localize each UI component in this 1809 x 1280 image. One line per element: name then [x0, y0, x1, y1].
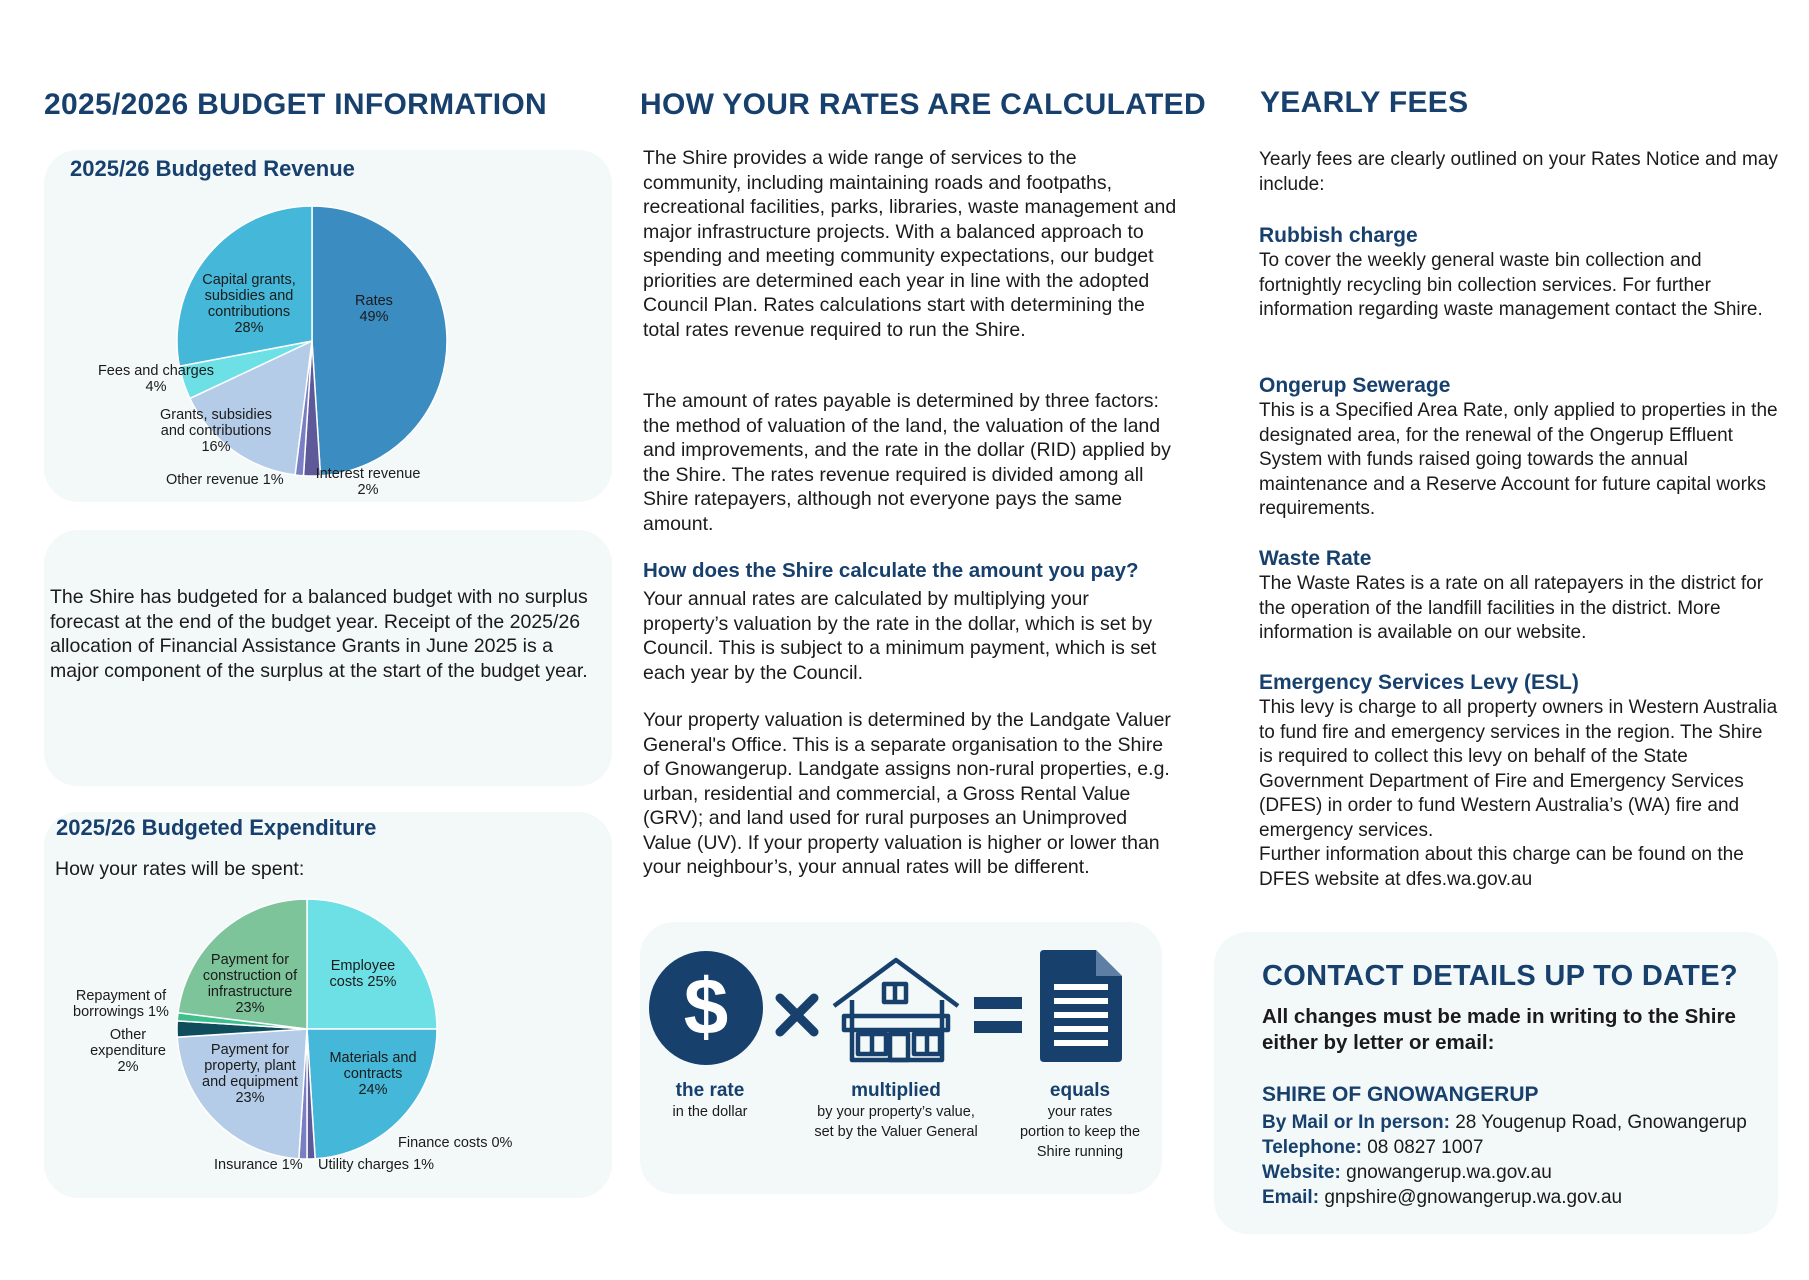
web-value[interactable]: gnowangerup.wa.gov.au: [1346, 1162, 1552, 1183]
contact-notice: All changes must be made in writing to the Shire either by letter or email:: [1262, 1005, 1736, 1054]
email-value[interactable]: gnpshire@gnowangerup.wa.gov.au: [1324, 1187, 1623, 1208]
rates-para-3: Your annual rates are calculated by multiplying your property’s valuation by the rate in the dollar, which is set by Council. This is subject to a minimum payment, which is set each year by the Council.: [643, 588, 1157, 684]
fee-esl-title: Emergency Services Levy (ESL): [1259, 671, 1579, 694]
multiplied-caption: multiplied by your property’s value, set by the Valuer General: [814, 1080, 978, 1140]
rates-para-1: The Shire provides a wide range of services to the community, including maintaining roads and footpaths, recreational facilities, parks, libraries, waste management and major infrastructure projects. With a balanced approach to spending and meeting community expectations, our budget priorities are determined each year in line with the adopted Council Plan. Rates calculations start with determining the total rates revenue required to run the Shire.: [643, 147, 1177, 341]
expenditure-intro: How your rates will be spent:: [55, 858, 305, 880]
fees-heading: YEARLY FEES: [1260, 86, 1469, 119]
expenditure-pie-chart: [176, 898, 438, 1160]
document-icon: [1040, 950, 1122, 1062]
rate-caption: the rate in the dollar: [672, 1080, 748, 1120]
contact-email: [1262, 1185, 1622, 1210]
budget-heading: 2025/2026 BUDGET INFORMATION: [44, 88, 547, 121]
fee-waste-title: Waste Rate: [1259, 547, 1372, 570]
exp-label-property: Payment for property, plant and equipment 23%: [202, 1042, 298, 1106]
fee-rubbish-title: Rubbish charge: [1259, 224, 1418, 247]
mail-label: By Mail or In person:: [1262, 1112, 1450, 1133]
rev-label-capital: Capital grants, subsidies and contributions 28%: [202, 272, 296, 336]
contact-mail: [1262, 1110, 1747, 1135]
revenue-title: 2025/26 Budgeted Revenue: [70, 156, 355, 181]
dollar-glyph: $: [683, 962, 729, 1051]
rev-label-other: Other revenue 1%: [166, 472, 284, 488]
house-icon: [830, 954, 962, 1064]
fee-rubbish-body: To cover the weekly general waste bin collection and fortnightly recycling bin collection services. For further information regarding waste management contact the Shire.: [1259, 250, 1763, 320]
exp-label-materials: Materials and contracts 24%: [329, 1050, 417, 1098]
rates-para-4: Your property valuation is determined by the Landgate Valuer General's Office. This is a separate organisation to the Shire of Gnowangerup. Landgate assigns non-rural properties, e.g. urban, residential and commercial, a Gross Rental Value (GRV); and land used for rural purposes an Unimproved Value (UV). If your property valuation is higher or lower than your neighbour’s, your annual rates will be different.: [643, 709, 1171, 878]
rev-label-rates: Rates 49%: [355, 293, 393, 325]
phone-label: Telephone:: [1262, 1137, 1362, 1158]
contact-org: SHIRE OF GNOWANGERUP: [1262, 1083, 1539, 1106]
equals-caption: equals your rates portion to keep the Shire running: [1019, 1080, 1141, 1160]
contact-phone: [1262, 1135, 1483, 1160]
rates-para-2: The amount of rates payable is determined by three factors: the method of valuation of the land, the valuation of the land and improvements, and the rate in the dollar (RID) applied by the Shire. The rates revenue required is divided among all Shire ratepayers, although not everyone pays the same amount.: [643, 390, 1171, 535]
exp-label-other: Other expenditure 2%: [90, 1027, 166, 1075]
contact-heading: CONTACT DETAILS UP TO DATE?: [1262, 960, 1738, 992]
rates-heading: HOW YOUR RATES ARE CALCULATED: [640, 88, 1206, 121]
rev-label-interest: Interest revenue 2%: [315, 466, 421, 498]
fee-esl: [1259, 669, 1781, 892]
fee-waste-body: The Waste Rates is a rate on all ratepayers in the district for the operation of the landfill facilities in the district. More information is available on our website.: [1259, 573, 1764, 643]
fee-esl-body: This levy is charge to all property owners in Western Australia to fund fire and emergency services in the region. The Shire is required to collect this levy on behalf of the State Government Department of Fire and Emergency Services (DFES) in order to fund Western Australia’s (WA) fire and emergency services.: [1259, 697, 1778, 841]
pie-slice-rates: [312, 206, 447, 476]
phone-value: 08 0827 1007: [1367, 1137, 1484, 1158]
rev-label-grants: Grants, subsidies and contributions 16%: [159, 407, 273, 455]
fee-rubbish: [1259, 222, 1781, 323]
exp-label-insurance: Insurance 1%: [214, 1157, 303, 1173]
fee-sewerage-body: This is a Specified Area Rate, only applied to properties in the designated area, for the renewal of the Ongerup Effluent System with funds raised going towards the annual maintenance and a Reserve Account for future capital works requirements.: [1259, 400, 1778, 519]
expenditure-title: 2025/26 Budgeted Expenditure: [56, 815, 377, 840]
email-label: Email:: [1262, 1187, 1320, 1208]
rev-label-fees: Fees and charges 4%: [97, 363, 215, 395]
fee-sewerage: [1259, 372, 1781, 522]
fee-sewerage-title: Ongerup Sewerage: [1259, 374, 1451, 397]
web-label: Website:: [1262, 1162, 1341, 1183]
fee-esl-body-2: Further information about this charge can be found on the DFES website at dfes.wa.gov.au: [1259, 844, 1744, 890]
exp-label-construction: Payment for construction of infrastructure 23%: [202, 952, 298, 1016]
equals-icon: [974, 995, 1022, 1035]
fees-intro: Yearly fees are clearly outlined on your Rates Notice and may include:: [1259, 149, 1778, 195]
multiply-icon: [774, 992, 820, 1038]
exp-label-employee: Employee costs 25%: [329, 958, 397, 990]
contact-website: [1262, 1160, 1552, 1185]
exp-label-finance: Finance costs 0%: [398, 1135, 513, 1151]
surplus-text: The Shire has budgeted for a balanced budget with no surplus forecast at the end of the budget year. Receipt of the 2025/26 allocation of Financial Assistance Grants in June 2025 is a major component of the surplus at the start of the budget year.: [50, 586, 588, 682]
rates-subheading: How does the Shire calculate the amount you pay?: [643, 559, 1139, 582]
exp-label-repayment: Repayment of borrowings 1%: [73, 988, 169, 1020]
fee-waste: [1259, 545, 1781, 646]
dollar-icon: [648, 950, 764, 1066]
mail-value: 28 Yougenup Road, Gnowangerup: [1455, 1112, 1747, 1133]
exp-label-utility: Utility charges 1%: [318, 1157, 435, 1173]
